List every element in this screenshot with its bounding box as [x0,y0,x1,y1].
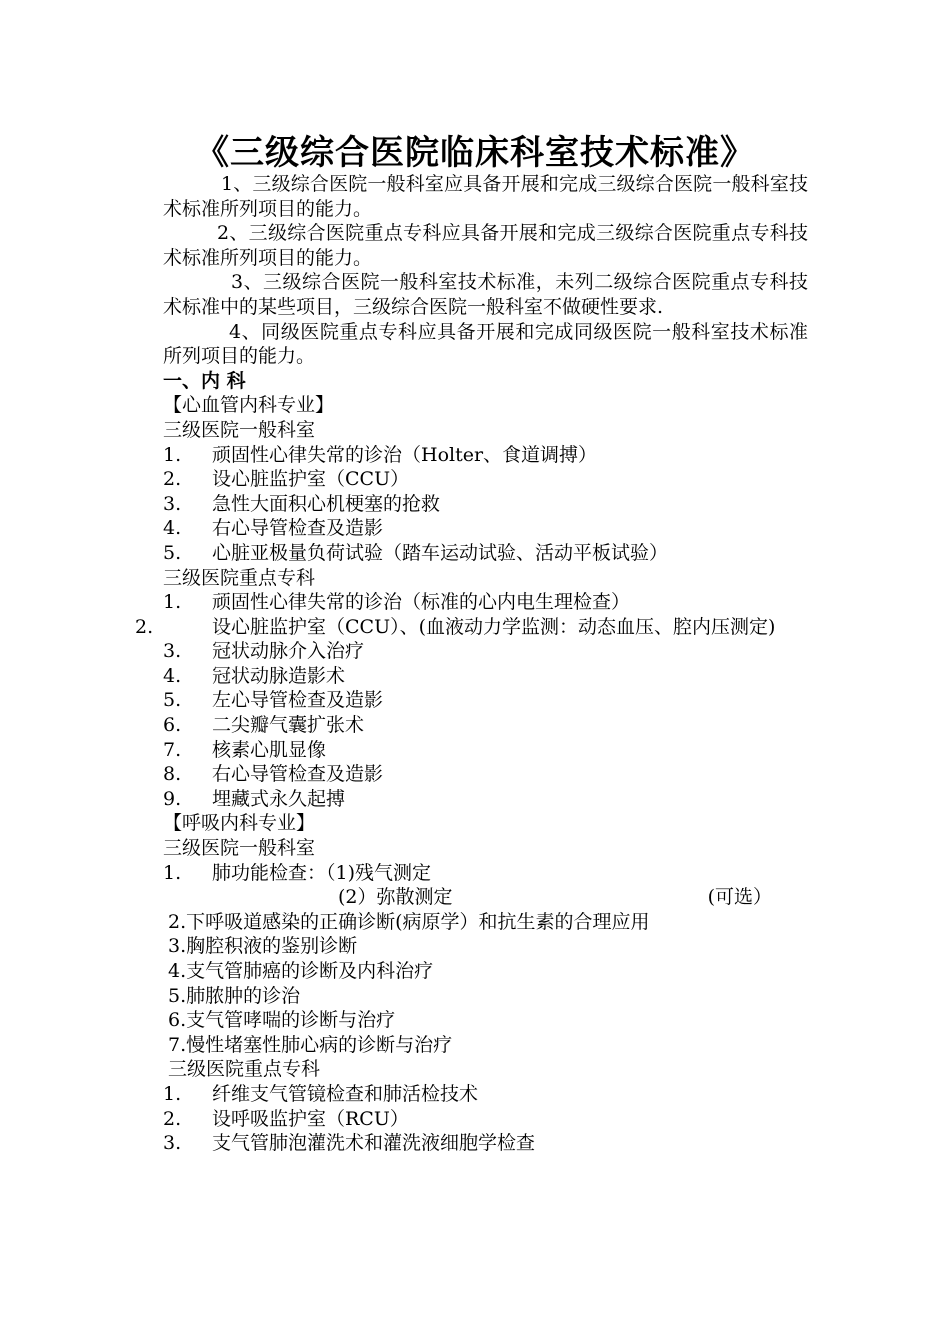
list-item [163,1107,808,1132]
section-heading: 一、内 科 [163,369,246,392]
list-item: 7.慢性堵塞性肺心病的诊断与治疗 [168,1033,453,1056]
item-text: 设心脏监护室（CCU）、(血液动力学监测：动态血压、腔内压测定) [212,615,776,638]
item-number: 7. [163,738,182,761]
list-item [163,492,808,517]
sub-item-text: (2）弥散测定 [338,886,453,909]
item-number: 8. [163,763,182,786]
item-number: 4. [163,517,182,540]
item-number: 3. [163,492,182,515]
list-item: 5.肺脓肿的诊治 [168,984,301,1007]
document-title: 《三级综合医院临床科室技术标准》 [195,133,755,173]
list-item [163,688,808,713]
item-text: 右心导管检查及造影 [212,763,384,786]
item-text: 埋藏式永久起搏 [212,787,346,810]
item-text: 肺功能检查：（1)残气测定 [212,861,432,884]
list-item: 3.胸腔积液的鉴别诊断 [168,935,358,958]
list-item: 4.支气管肺癌的诊断及内科治疗 [168,960,434,982]
list-item [163,762,808,787]
intro-paragraph-2: 2、三级综合医院重点专科应具备开展和完成三级综合医院重点专科技术标准所列项目的能力。 [163,222,808,269]
item-text: 急性大面积心机梗塞的抢救 [212,492,441,515]
item-number: 1. [163,861,182,884]
list-item [163,443,808,468]
item-number: 4. [163,664,182,687]
item-number: 9. [163,787,182,810]
list-item [163,467,808,492]
item-text: 设呼吸监护室（RCU） [212,1107,409,1130]
resp-key-label: 三级医院重点专科 [168,1058,321,1081]
item-text: 左心导管检查及造影 [212,689,384,712]
item-number: 1. [163,443,182,466]
list-item [163,590,808,615]
list-item: 6.支气管哮喘的诊断与治疗 [168,1009,396,1032]
item-number: 5. [163,541,182,564]
item-text: 冠状动脉造影术 [212,664,346,687]
list-item [135,615,808,640]
list-item [163,516,808,541]
item-number: 5. [163,689,182,712]
intro-paragraph-4: 4、同级医院重点专科应具备开展和完成同级医院一般科室技术标准所列项目的能力。 [163,320,808,368]
list-item [163,1131,808,1156]
item-text: 设心脏监护室（CCU） [212,468,410,491]
list-item [163,861,808,886]
cardio-heading: 【心血管内科专业】 [163,394,335,417]
item-number: 2. [163,1107,182,1130]
item-text: 顽固性心律失常的诊治（标准的心内电生理检查） [212,591,631,614]
item-number: 2. [163,468,182,491]
list-item [163,664,808,689]
list-item [163,1082,808,1107]
item-number: 3. [163,640,182,663]
item-text: 纤维支气管镜检查和肺活检技术 [212,1082,479,1105]
resp-heading: 【呼吸内科专业】 [163,812,316,835]
document-body [135,172,808,1156]
intro-paragraph-1: 1、三级综合医院一般科室应具备开展和完成三级综合医院一般科室技术标准所列项目的能力。 [163,173,808,220]
resp-general-label: 三级医院一般科室 [163,837,316,860]
list-item [163,738,808,763]
item-number: 1. [163,1082,182,1105]
list-item [163,713,808,738]
intro-paragraph-3: 3、三级综合医院一般科室技术标准，未列二级综合医院重点专科技术标准中的某些项目，三级综合医院一般科室不做硬性要求. [163,271,808,318]
item-number: 1. [163,591,182,614]
item-number: 2. [135,615,154,638]
list-item: 2.下呼吸道感染的正确诊断(病原学）和抗生素的合理应用 [168,910,650,933]
item-text: 右心导管检查及造影 [212,517,384,540]
item-text: 核素心肌显像 [212,738,327,761]
list-item-sub [163,885,808,910]
item-number: 3. [163,1132,182,1155]
item-text: 二尖瓣气囊扩张术 [212,714,365,737]
list-item [163,787,808,812]
cardio-general-label: 三级医院一般科室 [163,418,316,441]
item-text: 支气管肺泡灌洗术和灌洗液细胞学检查 [212,1132,536,1155]
list-item [163,639,808,664]
item-number: 6. [163,714,182,737]
item-text: 冠状动脉介入治疗 [212,640,365,663]
cardio-key-label: 三级医院重点专科 [163,566,316,589]
optional-note: (可选） [707,886,772,909]
item-text: 心脏亚极量负荷试验（踏车运动试验、活动平板试验） [212,541,669,564]
item-text: 顽固性心律失常的诊治（Holter、食道调搏） [212,443,598,466]
list-item [163,541,808,566]
